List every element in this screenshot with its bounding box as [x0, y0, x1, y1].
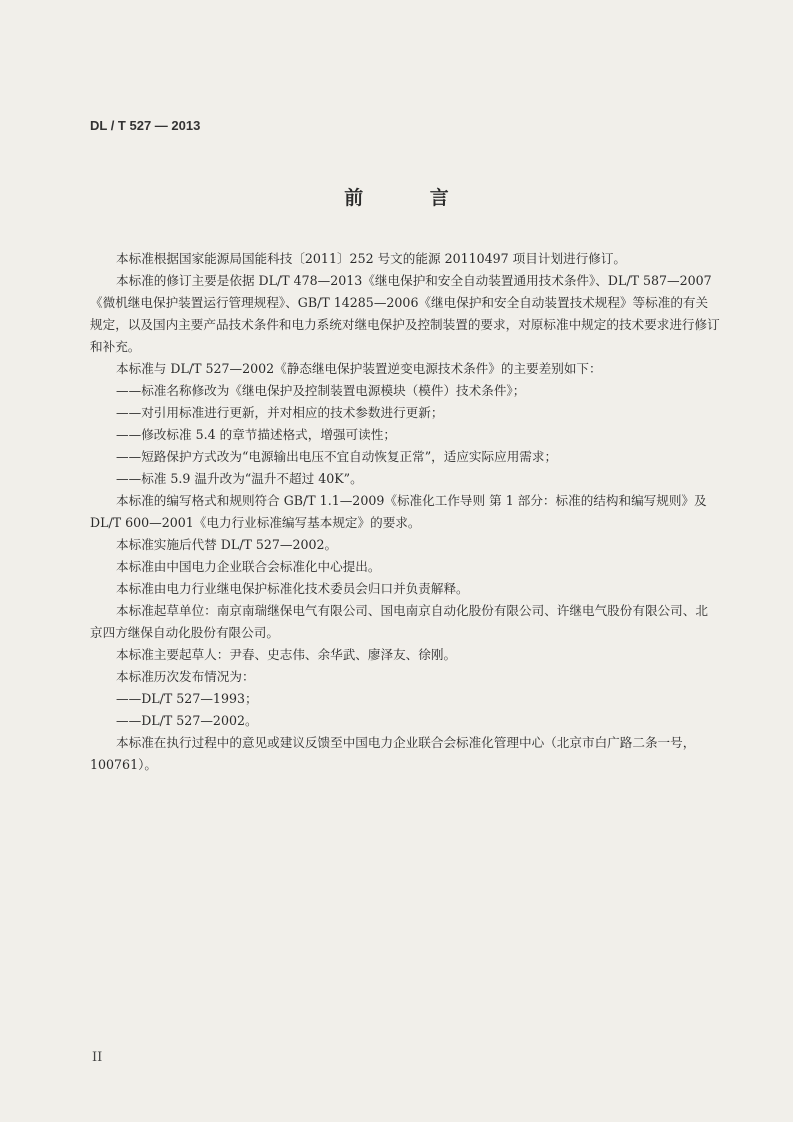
list-item: ——DL/T 527—2002。: [116, 713, 258, 728]
foreword-body: [90, 248, 720, 776]
paragraph: 本标准由电力行业继电保护标准化技术委员会归口并负责解释。: [116, 581, 469, 596]
page-number: II: [92, 1050, 103, 1065]
list-item: ——修改标准 5.4 的章节描述格式，增强可读性；: [116, 427, 396, 442]
paragraph: 本标准起草单位：南京南瑞继保电气有限公司、国电南京自动化股份有限公司、许继电气股份有限公司、北京四方继保自动化股份有限公司。: [90, 603, 708, 640]
paragraph: 本标准根据国家能源局国能科技〔2011〕252 号文的能源 20110497 项目计划进行修订。: [116, 251, 627, 266]
paragraph: 本标准与 DL/T 527—2002《静态继电保护装置逆变电源技术条件》的主要差别如下：: [116, 361, 602, 376]
paragraph: 本标准在执行过程中的意见或建议反馈至中国电力企业联合会标准化管理中心（北京市白广路二条一号，100761）。: [90, 735, 696, 772]
standard-code-header: DL / T 527 — 2013: [90, 118, 201, 133]
paragraph: 本标准的编写格式和规则符合 GB/T 1.1—2009《标准化工作导则 第 1 部分：标准的结构和编写规则》及 DL/T 600—2001《电力行业标准编写基本规定》的要求。: [90, 493, 707, 530]
paragraph: 本标准主要起草人：尹春、史志伟、余华武、廖泽友、徐刚。: [116, 647, 457, 662]
list-item: ——短路保护方式改为“电源输出电压不宜自动恢复正常”，适应实际应用需求；: [116, 449, 558, 464]
paragraph: 本标准由中国电力企业联合会标准化中心提出。: [116, 559, 381, 574]
list-item: ——标准 5.9 温升改为“温升不超过 40K”。: [116, 471, 363, 486]
list-item: ——标准名称修改为《继电保护及控制装置电源模块（模件）技术条件》；: [116, 383, 526, 398]
list-item: ——DL/T 527—1993；: [116, 691, 258, 706]
page-title: 前 言: [344, 187, 479, 209]
paragraph: 本标准历次发布情况为：: [116, 669, 255, 684]
list-item: ——对引用标准进行更新，并对相应的技术参数进行更新；: [116, 405, 444, 420]
paragraph: 本标准的修订主要是依据 DL/T 478—2013《继电保护和安全自动装置通用技术条件》、DL/T 587—2007《微机继电保护装置运行管理规程》、GB/T 14285—2006《继电保护和安全自动装置技术规程》等标准的有关规定，以及国内主要产品技术条件和电力系统对继电保护及控制装置的要求，对原标准中规定的技术要求进行修订和补充。: [90, 273, 720, 354]
paragraph: 本标准实施后代替 DL/T 527—2002。: [116, 537, 338, 552]
